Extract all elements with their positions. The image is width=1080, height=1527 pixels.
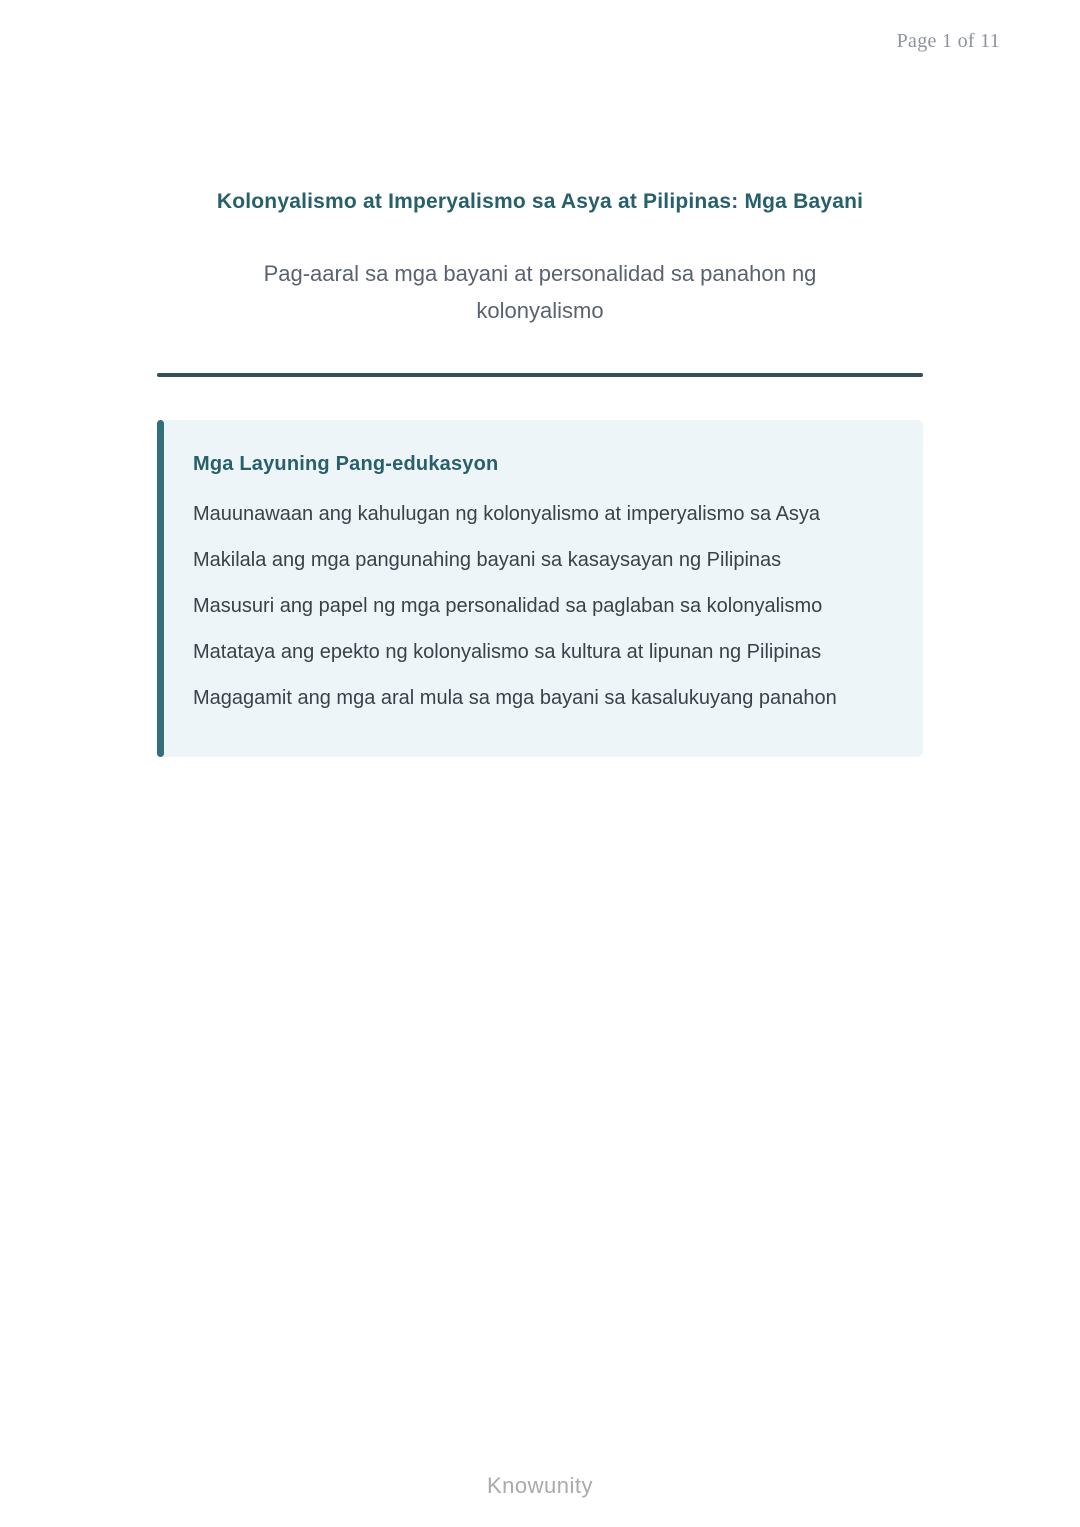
objective-item: Makilala ang mga pangunahing bayani sa kasaysayan ng Pilipinas xyxy=(193,549,782,571)
document-subtitle: Pag-aaral sa mga bayani at personalidad sa panahon ng kolonyalismo xyxy=(263,261,817,323)
objective-item: Mauunawaan ang kahulugan ng kolonyalismo at imperyalismo sa Asya xyxy=(193,503,821,525)
objective-item: Matataya ang epekto ng kolonyalismo sa kultura at lipunan ng Pilipinas xyxy=(193,641,822,663)
accent-bar xyxy=(157,420,164,757)
objective-item: Magagamit ang mga aral mula sa mga bayani sa kasalukuyang panahon xyxy=(193,687,837,709)
objective-item: Masusuri ang papel ng mga personalidad sa paglaban sa kolonyalismo xyxy=(193,595,823,617)
document-title: Kolonyalismo at Imperyalismo sa Asya at Pilipinas: Mga Bayani xyxy=(216,190,864,213)
footer-brand: Knowunity xyxy=(486,1473,593,1498)
page-number-indicator: Page 1 of 11 xyxy=(896,30,1000,52)
section-divider xyxy=(157,373,923,377)
objectives-box xyxy=(157,420,923,757)
objectives-heading: Mga Layuning Pang-edukasyon xyxy=(193,453,499,475)
